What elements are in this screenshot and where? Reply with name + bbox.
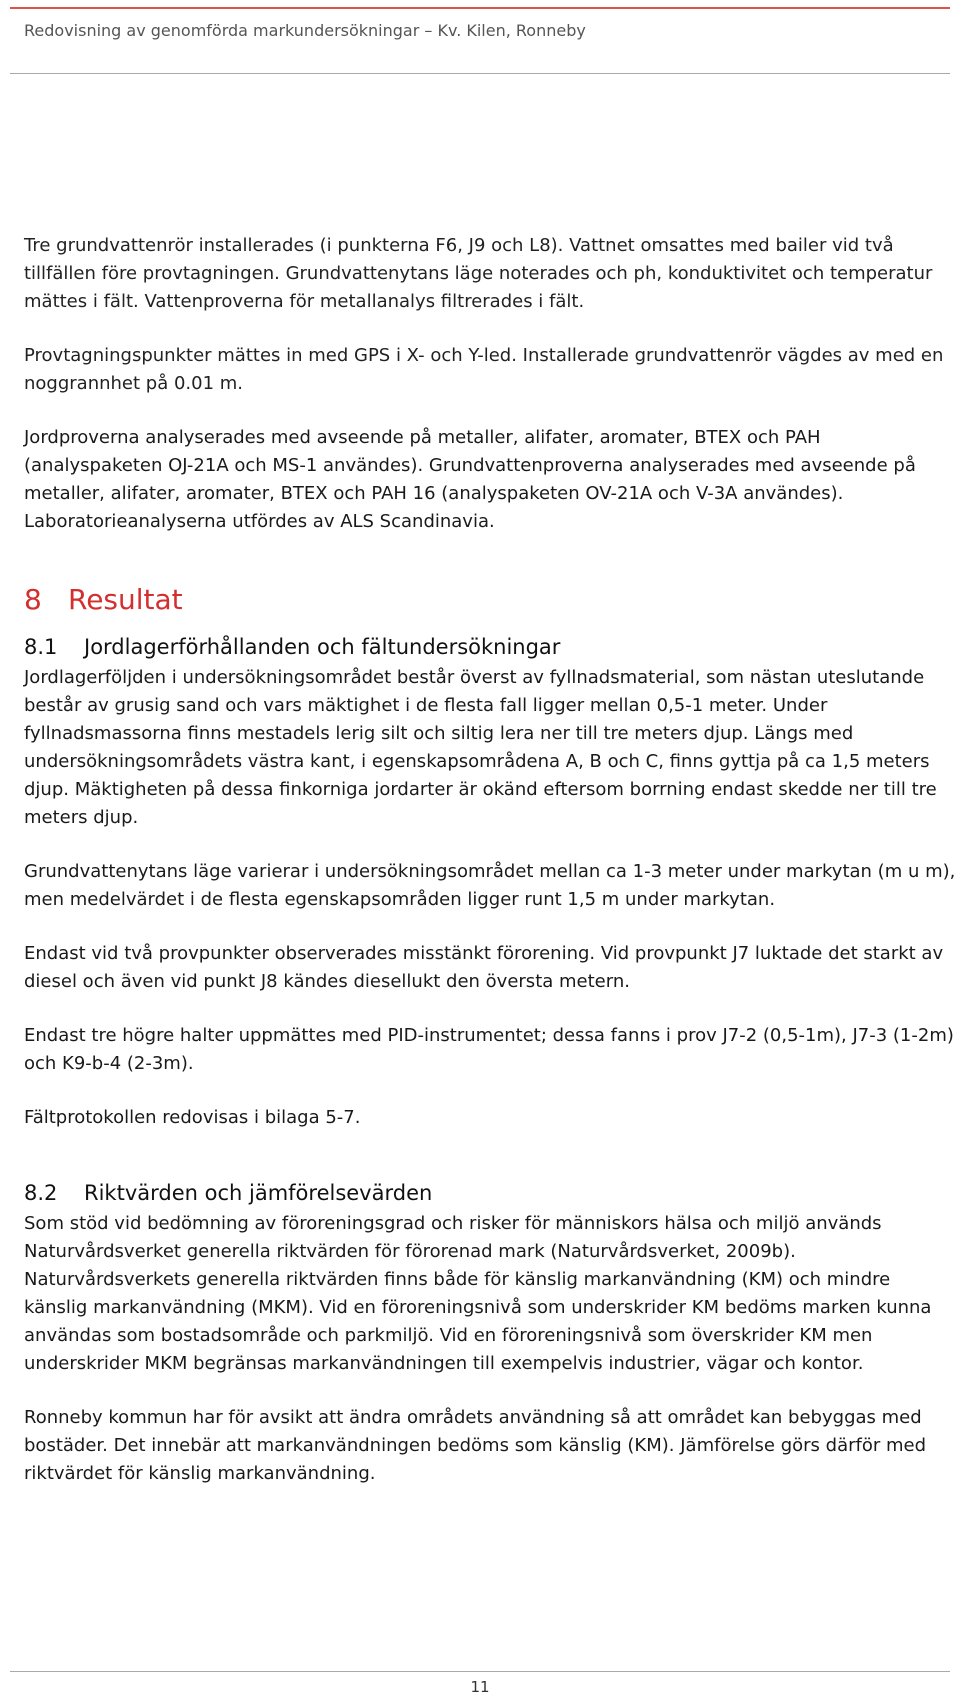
subsection-heading-8-1 — [24, 632, 959, 662]
header-divider — [10, 73, 950, 74]
document-body — [24, 232, 959, 1488]
subsection-title: Riktvärden och jämförelsevärden — [84, 1181, 433, 1205]
header-accent-line — [10, 7, 950, 9]
paragraph-field-protocols: Fältprotokollen redovisas i bilaga 5-7. — [24, 1107, 361, 1128]
paragraph-soil-layers: Jordlagerföljden i undersökningsområdet består överst av fyllnadsmaterial, som nästan uteslutande består av grusig sand och vars mäktighet i de flesta fall ligger mellan 0,5-1 meter. Under fyllnadsmassorna finns mestadels lerig silt och siltig lera ner till tre meters djup. Längs med undersökningsområdets västra kant, i egenskapsområdena A, B och C, finns gyttja på ca 1,5 meters djup. Mäktigheten på dessa finkorniga jordarter är okänd eftersom borrning endast skedde ner till tre meters djup. — [24, 667, 937, 828]
footer-divider — [10, 1671, 950, 1672]
paragraph-pid-results: Endast tre högre halter uppmättes med PID-instrumentet; dessa fanns i prov J7-2 (0,5-1m), J7-3 (1-2m) och K9-b-4 (2-3m). — [24, 1025, 954, 1074]
intro-paragraph-analyses: Jordproverna analyserades med avseende på metaller, alifater, aromater, BTEX och PAH (analyspaketen OJ-21A och MS-1 användes). Grundvattenproverna analyserades med avseende på metaller, alifater, aromater, BTEX och PAH 16 (analyspaketen OV-21A och V-3A användes). Laboratorieanalyserna utfördes av ALS Scandinavia. — [24, 427, 916, 532]
intro-paragraph-gps: Provtagningspunkter mättes in med GPS i X- och Y-led. Installerade grundvattenrör vägdes av med en noggrannhet på 0.01 m. — [24, 345, 944, 394]
paragraph-suspected-contamination: Endast vid två provpunkter observerades misstänkt förorening. Vid provpunkt J7 luktade det starkt av diesel och även vid punkt J8 kändes diesellukt den översta metern. — [24, 943, 944, 992]
section-heading-resultat — [24, 580, 959, 620]
paragraph-groundwater-level: Grundvattenytans läge varierar i undersökningsområdet mellan ca 1-3 meter under markytan (m u m), men medelvärdet i de flesta egenskapsområden ligger runt 1,5 m under markytan. — [24, 861, 956, 910]
paragraph-land-use-plan: Ronneby kommun har för avsikt att ändra områdets användning så att området kan bebyggas med bostäder. Det innebär att markanvändningen bedöms som känslig (KM). Jämförelse görs därför med riktvärdet för känslig markanvändning. — [24, 1407, 927, 1484]
section-title: Resultat — [68, 583, 183, 616]
subsection-heading-8-2 — [24, 1178, 959, 1208]
paragraph-guideline-values: Som stöd vid bedömning av föroreningsgrad och risker för människors hälsa och miljö används Naturvårdsverket generella riktvärden för förorenad mark (Naturvårdsverket, 2009b). Naturvårdsverkets generella riktvärden finns både för känslig markanvändning (KM) och mindre känslig markanvändning (MKM). Vid en föroreningsnivå som underskrider KM bedöms marken kunna användas som bostadsområde och parkmiljö. Vid en föroreningsnivå som överskrider KM men underskrider MKM begränsas markanvändningen till exempelvis industrier, vägar och kontor. — [24, 1213, 932, 1374]
subsection-number: 8.2 — [24, 1181, 58, 1205]
section-number: 8 — [24, 583, 42, 616]
intro-paragraph-groundwater-wells: Tre grundvattenrör installerades (i punkterna F6, J9 och L8). Vattnet omsattes med bailer vid två tillfällen före provtagningen. Grundvattenytans läge noterades och ph, konduktivitet och temperatur mättes i fält. Vattenproverna för metallanalys filtrerades i fält. — [24, 235, 933, 312]
page-number: 11 — [470, 1678, 490, 1696]
running-header: Redovisning av genomförda markundersökningar – Kv. Kilen, Ronneby — [24, 21, 586, 40]
subsection-title: Jordlagerförhållanden och fältundersökningar — [84, 635, 561, 659]
subsection-number: 8.1 — [24, 635, 58, 659]
